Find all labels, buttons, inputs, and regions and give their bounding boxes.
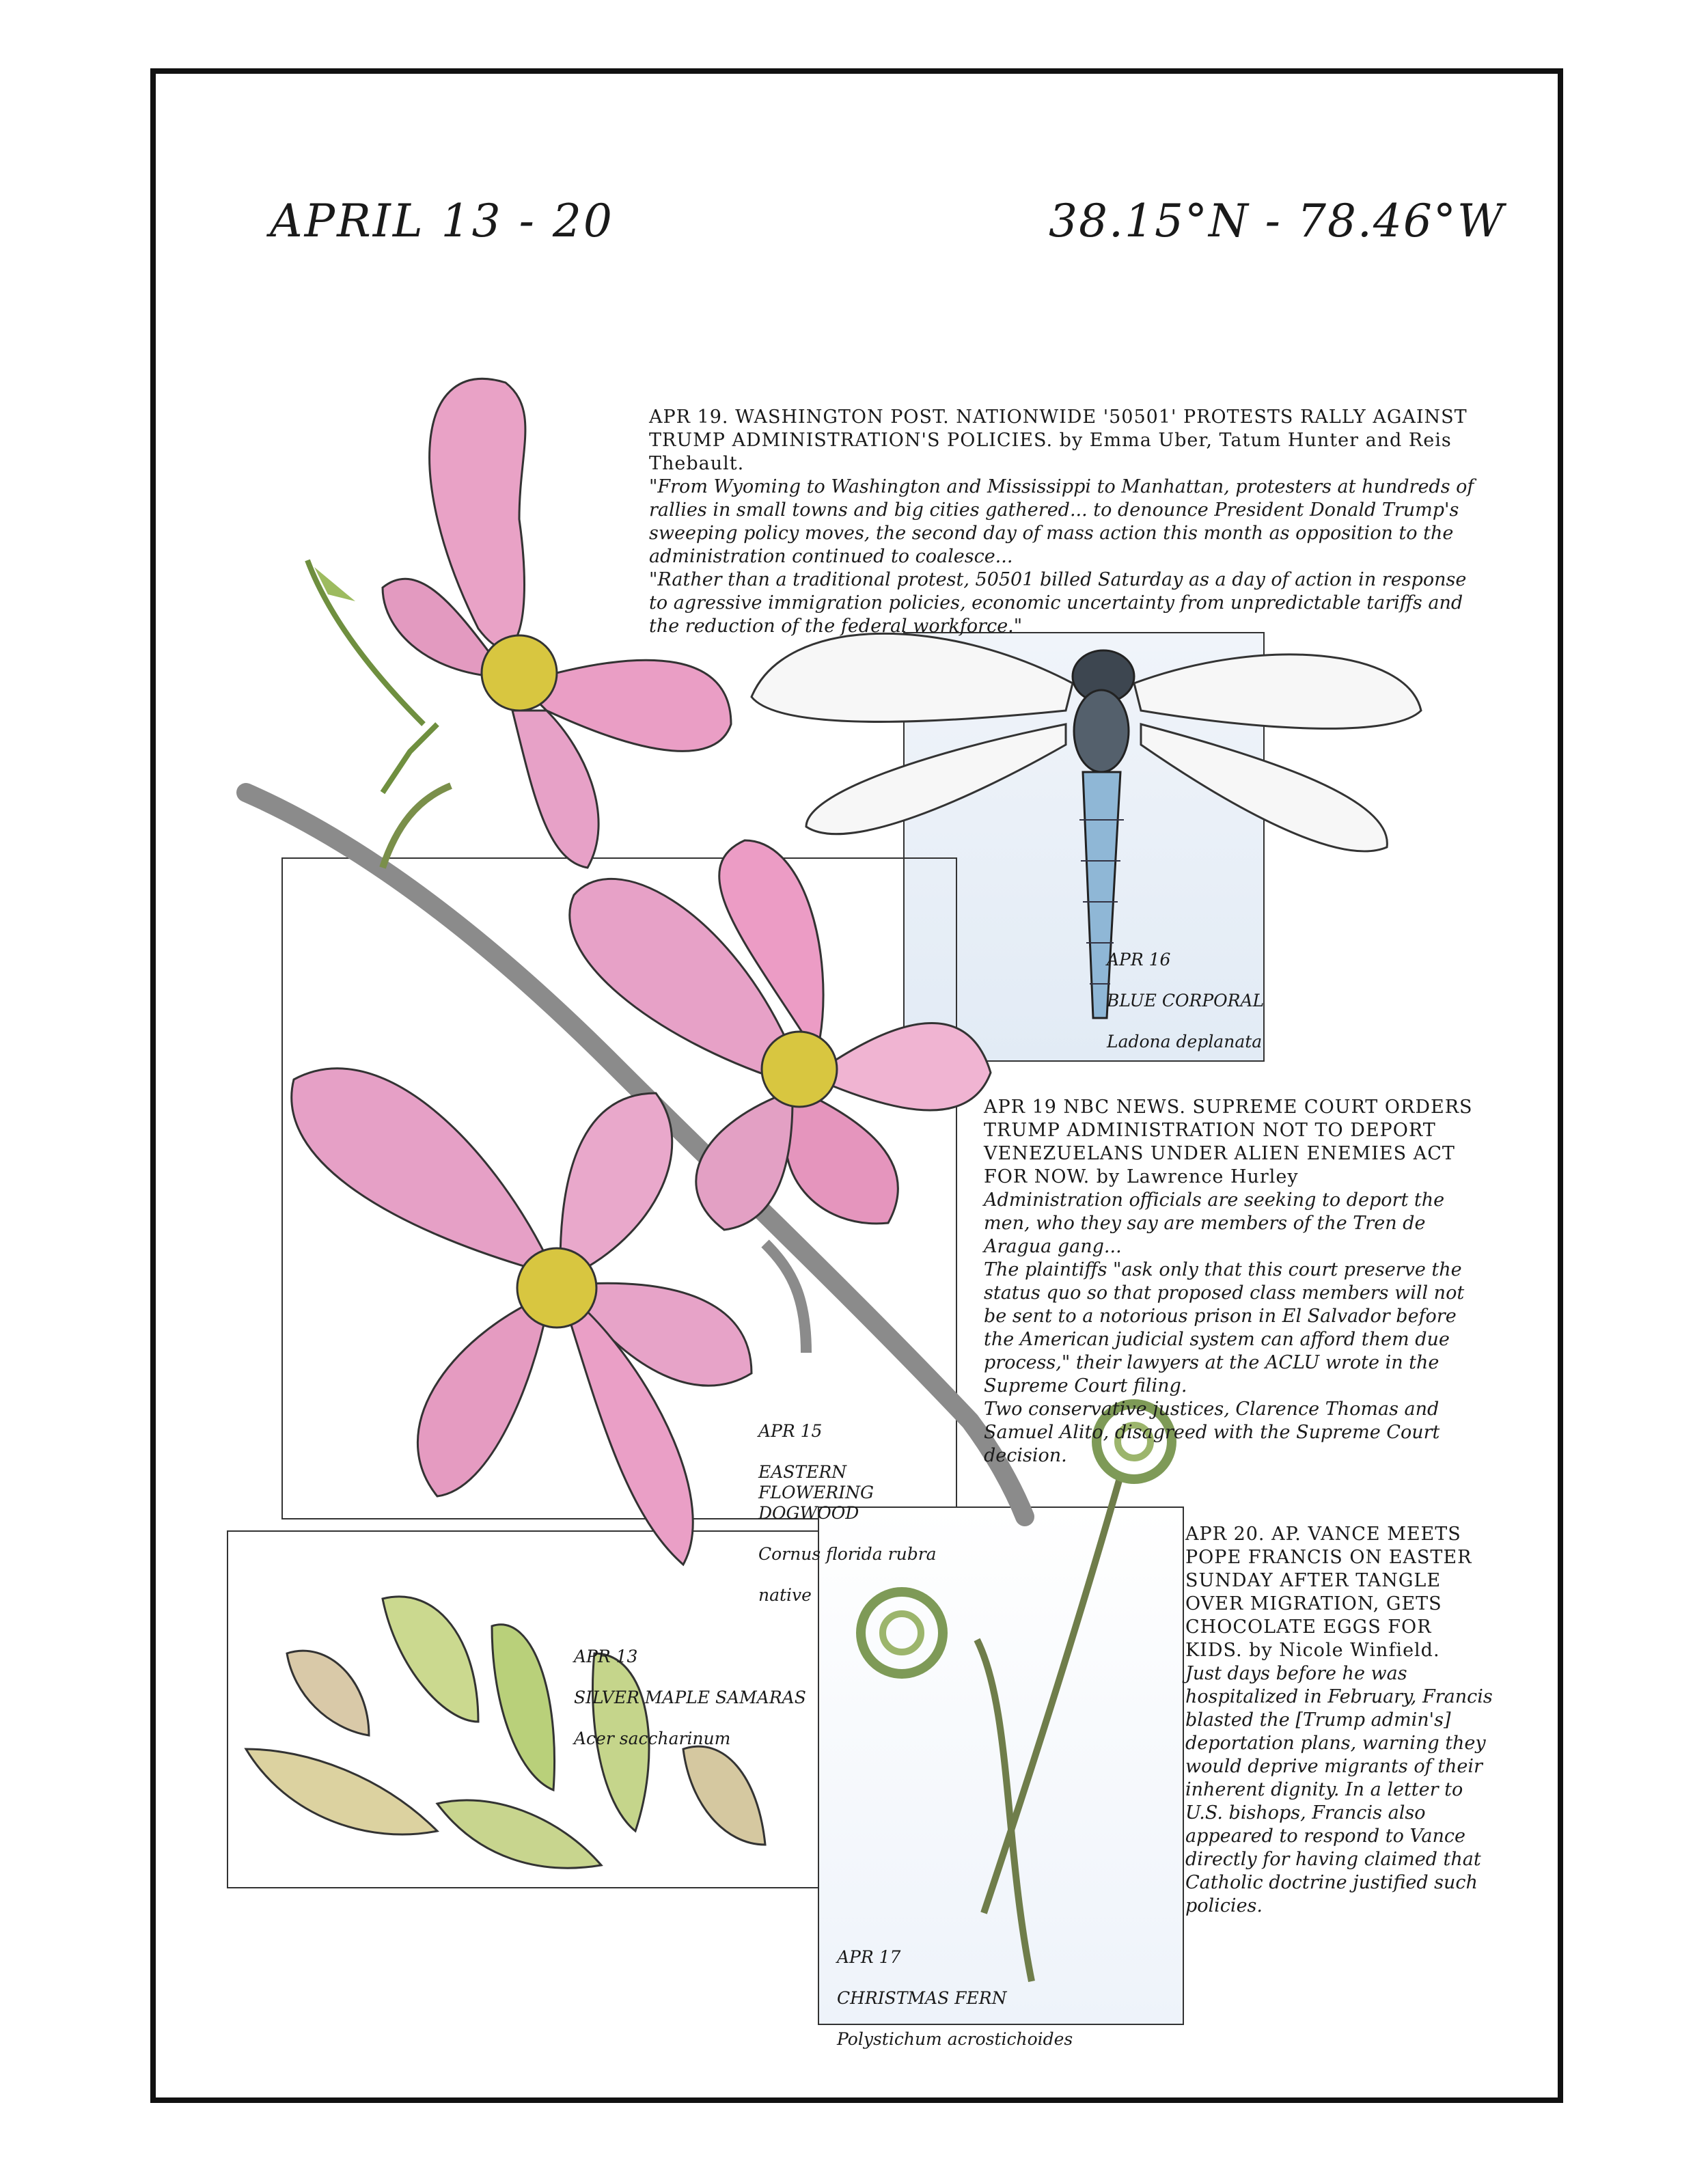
news-body: "From Wyoming to Washington and Mississippi to Manhattan, protesters at hundreds of rallies in small towns and big cities gathered... to denounce President Donald Trump's sweeping policy moves, the second day of mass action this month as opposition to the administration continued to coalesce... "Rather than a traditional protest, 50501 billed Saturday as a day of action in response to agressive immigration policies, economic uncertainty from unpredictable tariffs and the reduction of the federal workforce." [649,476,1474,637]
specimen-date: APR 15 [758,1421,823,1441]
specimen-date: APR 13 [574,1647,638,1666]
news-body: Just days before he was hospitalized in February, Francis blasted the [Trump admin's] deportation plans, warning they would deprive migrants of their inherent dignity. In a letter to U.S. bishops, Francis also appeared to respond to Vance directly for having claimed that Catholic doctrine justified such policies. [1185,1663,1493,1916]
specimen-scientific-name: Polystichum acrostichoides [837,2029,1073,2049]
specimen-date: APR 17 [837,1947,901,1967]
news-item-washington-post [649,383,1489,638]
specimen-common-name: BLUE CORPORAL [1107,991,1265,1010]
specimen-scientific-name: Ladona deplanata [1107,1032,1263,1051]
specimen-label-silver-maple [574,1626,806,1770]
news-headline: APR 20. AP. VANCE MEETS POPE FRANCIS ON EASTER SUNDAY AFTER TANGLE OVER MIGRATION, GETS CHOCOLATE EGGS FOR KIDS. by Nicole Winfield. [1185,1524,1472,1661]
specimen-label-blue-corporal [1107,929,1271,1073]
specimen-scientific-name: Acer saccharinum [574,1729,731,1748]
specimen-date: APR 16 [1107,950,1171,969]
specimen-scientific-name: Cornus florida rubra [758,1544,937,1564]
specimen-common-name: CHRISTMAS FERN [837,1988,1007,2008]
specimen-note: native [758,1585,812,1605]
news-body: Administration officials are seeking to deport the men, who they say are members of the Tren de Aragua gang... The plaintiffs "ask only that this court preserve the status quo so that proposed class members will not be sent to a notorious prison in El Salvador before the American judicial system can afford them due process," their lawyers at the ACLU wrote in the Supreme Court filing. Two conservative justices, Clarence Thomas and Samuel Alito, disagreed with the Supreme Court decision. [984,1189,1465,1466]
dragonfly-illustration [752,633,1421,1018]
news-item-ap [1185,1500,1493,1918]
specimen-common-name: EASTERN FLOWERING DOGWOOD [758,1462,874,1523]
specimen-common-name: SILVER MAPLE SAMARAS [574,1688,806,1707]
news-headline: APR 19 NBC NEWS. SUPREME COURT ORDERS TRUMP ADMINISTRATION NOT TO DEPORT VENEZUELANS UNDER ALIEN ENEMIES ACT FOR NOW. by Lawrence Hurley [984,1097,1473,1187]
news-headline: APR 19. WASHINGTON POST. NATIONWIDE '50501' PROTESTS RALLY AGAINST TRUMP ADMINISTRATION'S POLICIES. by Emma Uber, Tatum Hunter and Reis Thebault. [649,407,1468,474]
date-range-heading: APRIL 13 - 20 [270,195,614,247]
specimen-label-christmas-fern [837,1927,1131,2070]
news-item-nbc-news [984,1073,1476,1468]
specimen-label-dogwood [758,1401,956,1626]
coordinates-heading: 38.15°N - 78.46°W [1049,195,1505,247]
